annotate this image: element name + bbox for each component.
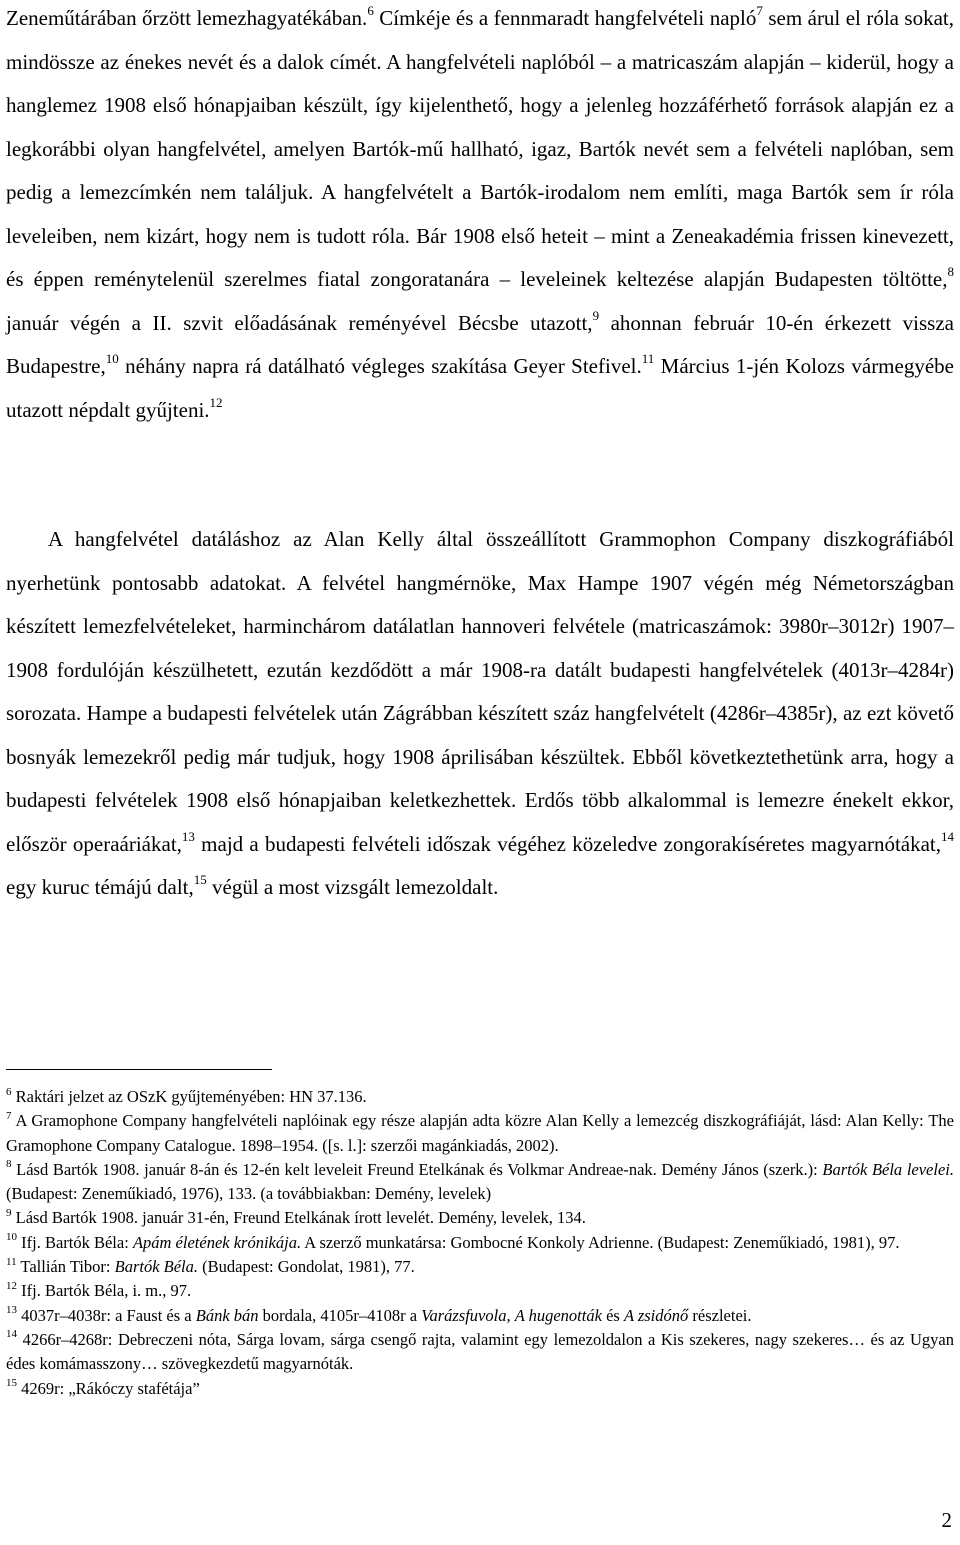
footnote-7 bbox=[6, 1109, 954, 1158]
footnote-text: A Gramophone Company hangfelvételi naplóinak egy része alapján adta közre Alan Kelly a lemezcég diszkográfiáját, lásd: Alan Kelly: The Gramophone Company Catalogue. 1898–1954. ([s. l.]: szerzői magánkiadás, 2002). bbox=[6, 1111, 954, 1155]
footnote-ref-8[interactable]: 8 bbox=[947, 264, 954, 279]
work-title: A zsidónő bbox=[623, 1305, 689, 1325]
footnote-number: 14 bbox=[6, 1328, 17, 1341]
footnote-ref-14[interactable]: 14 bbox=[941, 828, 954, 844]
text-run: január végén a II. szvit előadásának reményével Bécsbe utazott, bbox=[6, 310, 593, 335]
footnote-text: 4269r: „Rákóczy stafétája” bbox=[21, 1378, 200, 1398]
footnote-ref-10[interactable]: 10 bbox=[105, 351, 119, 366]
footnote-ref-12[interactable]: 12 bbox=[209, 394, 223, 410]
body-paragraph-1 bbox=[6, 0, 954, 432]
footnote-ref-11[interactable]: 11 bbox=[641, 351, 655, 366]
text-run: egy kuruc témájú dalt, bbox=[6, 875, 194, 899]
book-title: Bartók Béla levelei. bbox=[822, 1159, 954, 1179]
footnote-12 bbox=[6, 1279, 954, 1303]
footnote-number: 7 bbox=[6, 1109, 12, 1122]
footnote-text: Ifj. Bartók Béla, i. m., 97. bbox=[21, 1281, 192, 1301]
book-title: Apám életének krónikája. bbox=[132, 1232, 302, 1252]
footnote-text: 4266r–4268r: Debreczeni nóta, Sárga lovam, sárga csengő rajta, valamint egy lemezoldalon a Kis szekeres, nagy szekeres… és az Ugyan édes komámasszony… szövegkezdetű magyarnóták. bbox=[6, 1329, 954, 1374]
footnote-number: 11 bbox=[6, 1255, 17, 1268]
work-title: Bánk bán bbox=[195, 1305, 259, 1325]
footnote-text: (Budapest: Zeneműkiadó, 1976), 133. (a továbbiakban: Demény, levelek) bbox=[6, 1184, 492, 1204]
body-paragraph-2 bbox=[6, 518, 954, 910]
footnote-text: és bbox=[601, 1305, 624, 1325]
footnote-14 bbox=[6, 1328, 954, 1377]
footnote-6 bbox=[6, 1085, 954, 1109]
footnote-text: (Budapest: Gondolat, 1981), 77. bbox=[198, 1257, 415, 1277]
text-run: Március 1-jén Kolozs vármegyébe utazott népdalt gyűjteni. bbox=[6, 354, 954, 422]
footnote-number: 8 bbox=[6, 1158, 12, 1171]
text-run: majd a budapesti felvételi időszak végéhez közeledve zongorakíséretes magyarnótákat, bbox=[194, 831, 941, 856]
footnote-text: 4037r–4038r: a Faust és a bbox=[21, 1305, 196, 1325]
footnote-13 bbox=[6, 1304, 954, 1328]
text-run: néhány napra rá datálható végleges szakítása Geyer Stefivel. bbox=[118, 354, 642, 378]
text-run: ahonnan február 10-én érkezett vissza Budapestre, bbox=[6, 310, 954, 378]
page-number: 2 bbox=[941, 1508, 952, 1532]
footnote-text: Lásd Bartók 1908. január 8-án és 12-én kelt leveleit Freund Etelkának és Volkmar Andreae-nak. Demény János (szerk.): bbox=[16, 1159, 823, 1179]
text-run: sem árul el róla sokat, mindössze az énekes nevét és a dalok címét. A hangfelvételi naplóból – a matricaszám alapján – kiderül, hogy a hanglemez 1908 első hónapjaiban készült, így kijelenthető, hogy a jelenleg hozzáférhető források alapján ez a legkorábbi olyan hangfelvétel, amelyen Bartók-mű hallható, igaz, Bartók nevét sem a felvételi naplóban, sem pedig a lemezcímkén nem találjuk. A hangfelvételt a Bartók-irodalom nem említi, maga Bartók sem ír róla leveleiben, nem kizárt, hogy nem is tudott róla. Bár 1908 első heteit – mint a Zeneakadémia frissen kinevezett, és éppen reménytelenül szerelmes fiatal zongoratanára – leveleinek keltezése alapján Budapesten töltötte, bbox=[6, 6, 955, 291]
footnote-15 bbox=[6, 1377, 954, 1401]
book-title: Bartók Béla. bbox=[114, 1257, 199, 1277]
text-run: Zeneműtárában őrzött lemezhagyatékában. bbox=[6, 6, 368, 30]
footnote-text: részletei. bbox=[688, 1305, 752, 1325]
footnote-8 bbox=[6, 1158, 954, 1207]
footnote-number: 10 bbox=[6, 1231, 17, 1244]
footnote-text: Tallián Tibor: bbox=[20, 1257, 115, 1277]
footnote-ref-7[interactable]: 7 bbox=[756, 3, 763, 18]
footnote-text: , bbox=[506, 1305, 515, 1325]
footnote-text: bordala, 4105r–4108r a bbox=[258, 1305, 422, 1325]
footnote-number: 12 bbox=[6, 1279, 17, 1292]
footnote-ref-13[interactable]: 13 bbox=[181, 828, 195, 844]
work-title: A hugenották bbox=[514, 1305, 602, 1325]
footnote-ref-6[interactable]: 6 bbox=[367, 3, 374, 18]
footnote-10 bbox=[6, 1231, 954, 1255]
footnote-number: 13 bbox=[6, 1304, 17, 1317]
footnote-divider bbox=[6, 1069, 272, 1070]
footnote-9 bbox=[6, 1206, 954, 1230]
text-run: A hangfelvétel datáláshoz az Alan Kelly által összeállított Grammophon Company diszkográfiából nyerhetünk pontosabb adatokat. A felvétel hangmérnöke, Max Hampe 1907 végén még Németországban készített lemezfelvételeket, harminchárom datálatlan hannoveri felvétele (matricaszámok: 3980r–3012r) 1907–1908 fordulóján készülhetett, ezután kezdődött a már 1908-ra datált budapesti hangfelvételek (4013r–4284r) sorozata. Hampe a budapesti felvételek után Zágrábban készített száz hangfelvételt (4286r–4385r), az ezt követő bosnyák lemezekről pedig már tudjuk, hogy 1908 áprilisában készültek. Ebből következtethetünk arra, hogy a budapesti felvételek 1908 első hónapjaiban keletkezhettek. Erdős több alkalommal is lemezre énekelt ekkor, először operaáriákat, bbox=[6, 527, 954, 856]
footnote-text: Ifj. Bartók Béla: bbox=[21, 1232, 133, 1252]
footnote-number: 9 bbox=[6, 1206, 12, 1219]
footnote-text: A szerző munkatársa: Gombocné Konkoly Adrienne. (Budapest: Zeneműkiadó, 1981), 97. bbox=[301, 1232, 900, 1252]
footnote-11 bbox=[6, 1255, 954, 1279]
text-run: Címkéje és a fennmaradt hangfelvételi napló bbox=[373, 6, 757, 30]
footnotes bbox=[6, 1085, 954, 1401]
footnote-number: 6 bbox=[6, 1085, 12, 1098]
footnote-number: 15 bbox=[6, 1377, 17, 1390]
footnote-text: Raktári jelzet az OSzK gyűjteményében: HN 37.136. bbox=[15, 1087, 367, 1106]
footnote-ref-15[interactable]: 15 bbox=[193, 872, 207, 887]
work-title: Varázsfuvola bbox=[421, 1305, 507, 1325]
footnote-text: Lásd Bartók 1908. január 31-én, Freund Etelkának írott levelét. Demény, levelek, 134. bbox=[15, 1208, 586, 1228]
footnote-ref-9[interactable]: 9 bbox=[592, 307, 600, 323]
text-run: végül a most vizsgált lemezoldalt. bbox=[206, 875, 499, 899]
